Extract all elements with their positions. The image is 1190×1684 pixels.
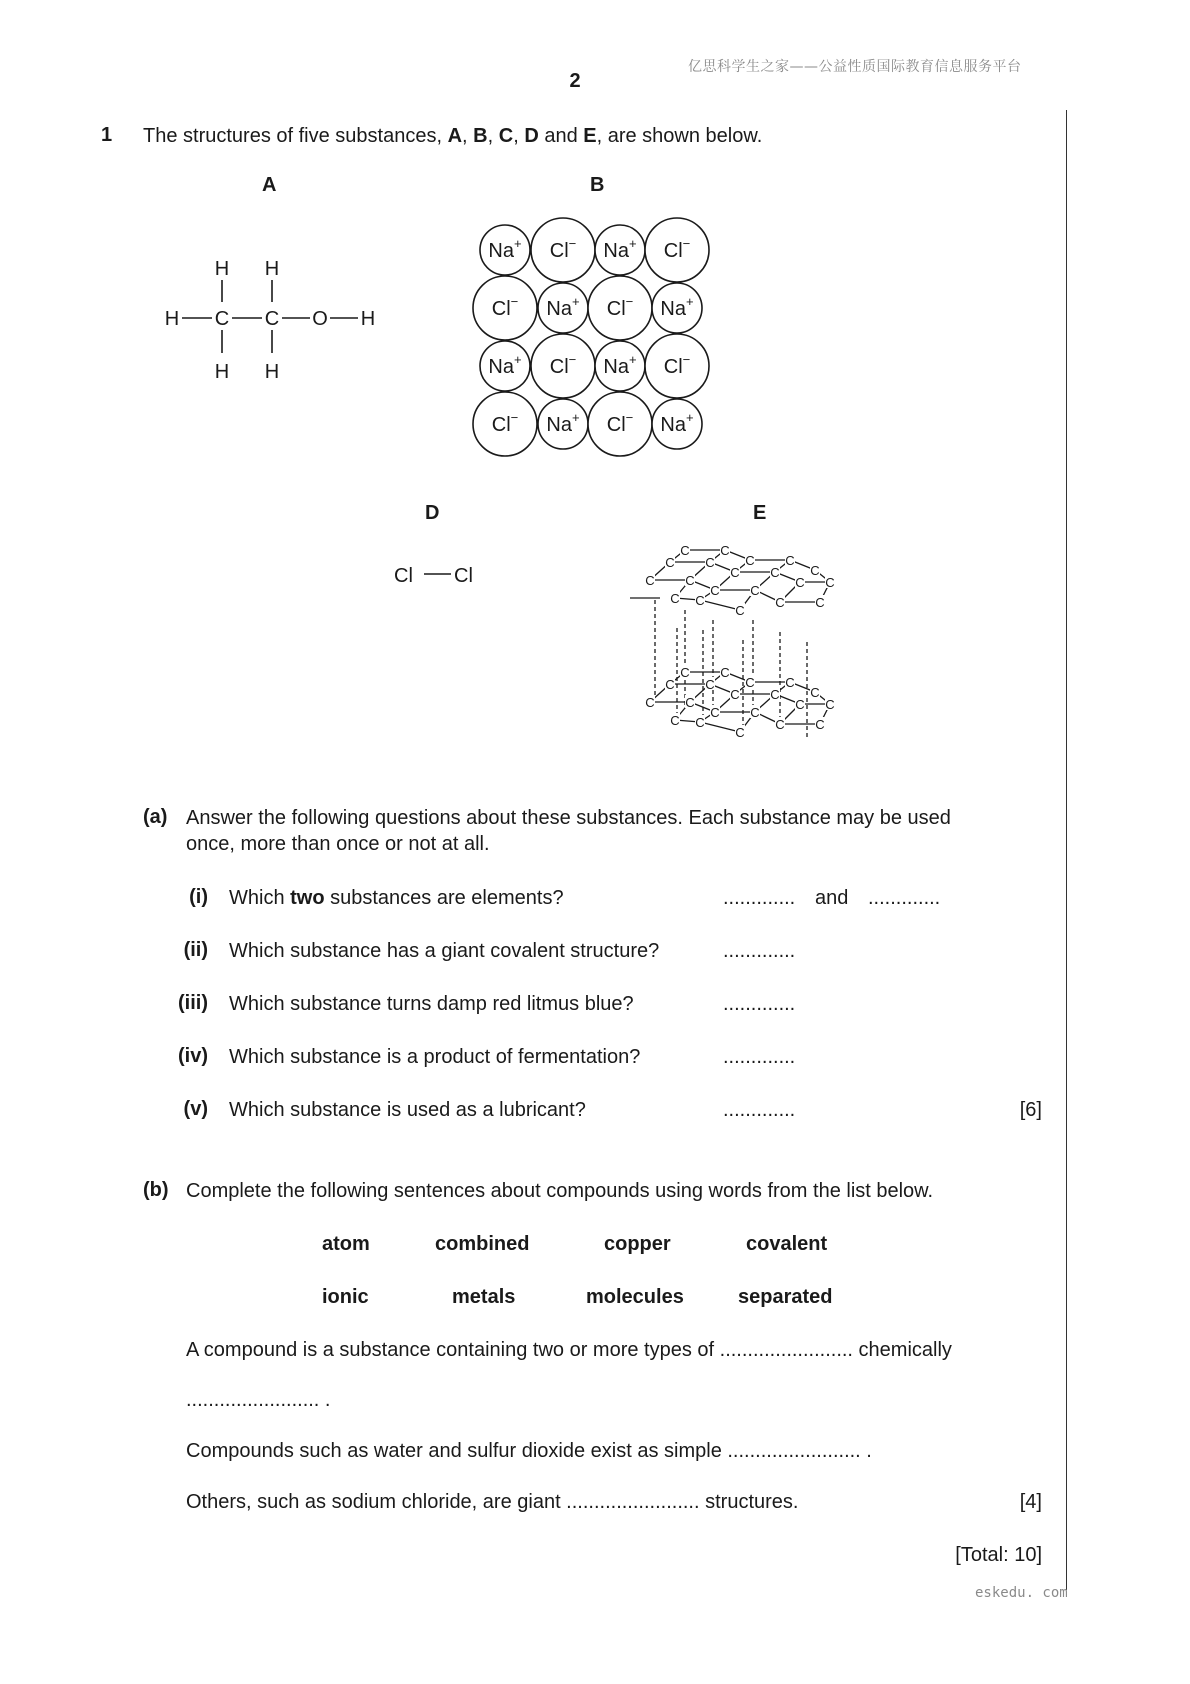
carbon-atom: C	[825, 697, 835, 712]
carbon-atom: C	[720, 665, 730, 680]
structure-d-label: D	[425, 502, 440, 524]
question-num-v: (v)	[183, 1098, 208, 1120]
ion-symbol: Cl	[606, 414, 626, 436]
structure-b-nacl	[470, 212, 740, 467]
carbon-atom: C	[685, 695, 695, 710]
carbon-atom: C	[730, 687, 740, 702]
atom-cl	[454, 565, 473, 587]
structure-b-label: B	[590, 174, 605, 196]
ion-symbol: Na	[546, 414, 572, 436]
atom-c: C	[264, 308, 280, 330]
total-marks: [Total: 10]	[955, 1544, 1042, 1566]
word-combined: combined	[435, 1233, 530, 1255]
word-metals: metals	[452, 1286, 516, 1308]
ion-symbol: Na	[488, 240, 514, 262]
word-copper: copper	[604, 1233, 671, 1255]
part-a-instruction-line2: once, more than once or not at all.	[186, 833, 490, 855]
ion-symbol: Na	[546, 298, 572, 320]
carbon-atom: C	[645, 695, 655, 710]
part-a-marks: [6]	[1019, 1099, 1042, 1121]
q1-before: Which	[229, 887, 291, 909]
ion-charge: −	[510, 294, 519, 309]
answer-blank-ii[interactable]: .............	[723, 940, 796, 962]
structure-e-graphite	[630, 540, 900, 770]
carbon-atom: C	[735, 603, 745, 618]
question-text-ii: Which substance has a giant covalent structure?	[229, 940, 660, 962]
structure-e-label: E	[753, 502, 767, 524]
ion-charge: +	[685, 294, 694, 309]
ion-symbol: Na	[603, 356, 629, 378]
carbon-atom: C	[815, 595, 825, 610]
watermark-bottom: eskedu. com	[975, 1585, 1068, 1601]
carbon-atom: C	[735, 725, 745, 740]
carbon-atom: C	[795, 575, 805, 590]
letter-a: A	[447, 125, 463, 147]
ion-symbol: Cl	[606, 298, 626, 320]
question-text-v: Which substance is used as a lubricant?	[229, 1099, 586, 1121]
comma-1: ,	[462, 125, 474, 147]
q1-bold: two	[290, 887, 325, 909]
carbon-atom: C	[695, 715, 705, 730]
ion-symbol: Cl	[549, 240, 569, 262]
comma-3: ,	[513, 125, 525, 147]
ion-symbol: Cl	[491, 298, 511, 320]
carbon-atom: C	[745, 675, 755, 690]
ion-charge: −	[568, 352, 577, 367]
structure-d-chlorine	[392, 555, 492, 595]
carbon-atom: C	[695, 593, 705, 608]
carbon-atom: C	[705, 555, 715, 570]
carbon-bond	[700, 600, 740, 610]
intro-after: , are shown below.	[596, 125, 763, 147]
carbon-atom: C	[795, 697, 805, 712]
question-num-i: (i)	[189, 886, 208, 908]
carbon-atom: C	[680, 543, 690, 558]
cl-c: Cl	[394, 565, 413, 587]
ion-symbol: Na	[660, 298, 686, 320]
letter-d: D	[524, 125, 539, 147]
part-b-marks: [4]	[1019, 1491, 1042, 1513]
ion-charge: +	[628, 236, 637, 251]
atom-h: H	[164, 308, 180, 330]
carbon-atom: C	[685, 573, 695, 588]
q1-after: substances are elements?	[324, 887, 564, 909]
ion-symbol: Cl	[491, 414, 511, 436]
ion-charge: +	[628, 352, 637, 367]
ion-charge: +	[571, 294, 580, 309]
question-number: 1	[101, 124, 113, 146]
ion-symbol: Cl	[663, 240, 683, 262]
question-text-iii: Which substance turns damp red litmus blue?	[229, 993, 634, 1015]
atom-c: C	[214, 308, 230, 330]
carbon-atom: C	[665, 555, 675, 570]
carbon-atom: C	[815, 717, 825, 732]
cl-c: Cl	[454, 565, 473, 587]
sentence-1-line-1: A compound is a substance containing two or more types of ........................ chemically	[186, 1339, 952, 1361]
answer-blank-iii[interactable]: .............	[723, 993, 796, 1015]
carbon-atom: C	[720, 543, 730, 558]
letter-b: B	[473, 125, 488, 147]
ion-charge: −	[625, 294, 634, 309]
carbon-atom: C	[665, 677, 675, 692]
margin-line	[1066, 110, 1067, 1590]
ion-symbol: Na	[660, 414, 686, 436]
carbon-atom: C	[670, 713, 680, 728]
carbon-atom: C	[770, 565, 780, 580]
carbon-atom: C	[745, 553, 755, 568]
answer-connector: and	[815, 887, 849, 909]
ion-charge: +	[571, 410, 580, 425]
ion-charge: +	[513, 236, 522, 251]
answer-blank-i-2[interactable]: .............	[868, 887, 941, 909]
question-intro	[143, 124, 762, 148]
atom-h: H	[264, 361, 280, 383]
part-b-instruction: Complete the following sentences about compounds using words from the list below.	[186, 1180, 934, 1202]
part-b-label: (b)	[143, 1179, 169, 1201]
ion-charge: −	[682, 236, 691, 251]
part-a-instruction-line1: Answer the following questions about these substances. Each substance may be used	[186, 807, 951, 829]
question-text-i	[229, 886, 564, 910]
and-word: and	[538, 125, 584, 147]
atom-cl	[394, 565, 413, 587]
word-molecules: molecules	[586, 1286, 684, 1308]
carbon-atom: C	[785, 553, 795, 568]
carbon-atom: C	[810, 685, 820, 700]
carbon-atom: C	[785, 675, 795, 690]
ion-charge: −	[568, 236, 577, 251]
intro-before: The structures of five substances,	[143, 125, 448, 147]
ion-charge: +	[685, 410, 694, 425]
question-num-ii: (ii)	[183, 939, 208, 961]
word-atom: atom	[322, 1233, 370, 1255]
carbon-atom: C	[710, 705, 720, 720]
carbon-atom: C	[730, 565, 740, 580]
ion-symbol: Na	[488, 356, 514, 378]
letter-e: E	[583, 125, 597, 147]
atom-h: H	[360, 308, 376, 330]
answer-blank-i[interactable]: .............	[723, 887, 796, 909]
word-ionic: ionic	[322, 1286, 369, 1308]
watermark-top: 亿思科学生之家——公益性质国际教育信息服务平台	[688, 59, 1022, 75]
atom-h: H	[264, 258, 280, 280]
carbon-atom: C	[750, 583, 760, 598]
structure-a-ethanol	[155, 250, 385, 390]
question-num-iv: (iv)	[178, 1045, 208, 1067]
carbon-atom: C	[645, 573, 655, 588]
part-a-label: (a)	[143, 806, 168, 828]
structure-a-label: A	[262, 174, 277, 196]
carbon-atom: C	[670, 591, 680, 606]
comma-2: ,	[487, 125, 499, 147]
ion-symbol: Na	[603, 240, 629, 262]
atom-o: O	[312, 308, 328, 330]
atom-h: H	[214, 258, 230, 280]
ion-charge: −	[625, 410, 634, 425]
ion-symbol: Cl	[663, 356, 683, 378]
sentence-1-line-2: ........................ .	[186, 1389, 331, 1411]
carbon-atom: C	[775, 717, 785, 732]
carbon-atom: C	[710, 583, 720, 598]
word-separated: separated	[738, 1286, 833, 1308]
carbon-bond	[700, 722, 740, 732]
sentence-2: Compounds such as water and sulfur dioxide exist as simple ........................ .	[186, 1440, 872, 1462]
sentence-3: Others, such as sodium chloride, are giant ........................ structures.	[186, 1491, 799, 1513]
carbon-atom: C	[825, 575, 835, 590]
carbon-atom: C	[810, 563, 820, 578]
carbon-atom: C	[705, 677, 715, 692]
ion-charge: −	[682, 352, 691, 367]
carbon-atom: C	[775, 595, 785, 610]
carbon-atom: C	[680, 665, 690, 680]
letter-c: C	[498, 125, 514, 147]
carbon-atom: C	[770, 687, 780, 702]
question-text-iv: Which substance is a product of fermentation?	[229, 1046, 641, 1068]
page-number: 2	[569, 70, 581, 92]
ion-symbol: Cl	[549, 356, 569, 378]
ion-charge: +	[513, 352, 522, 367]
atom-h: H	[214, 361, 230, 383]
word-covalent: covalent	[746, 1233, 828, 1255]
carbon-atom: C	[750, 705, 760, 720]
answer-blank-iv[interactable]: .............	[723, 1046, 796, 1068]
ion-charge: −	[510, 410, 519, 425]
answer-blank-v[interactable]: .............	[723, 1099, 796, 1121]
question-num-iii: (iii)	[178, 992, 208, 1014]
